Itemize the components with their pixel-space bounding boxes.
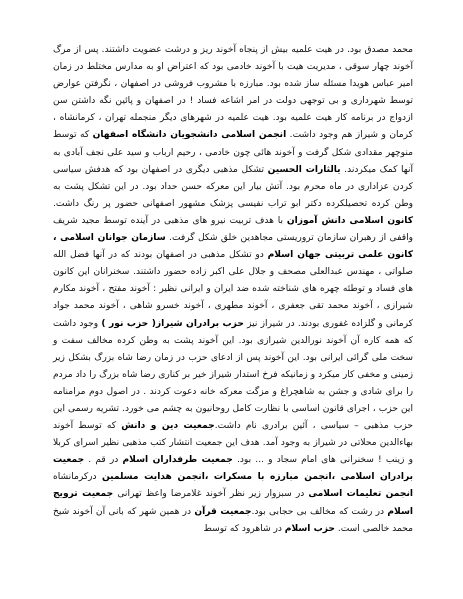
- text-run: وجود داشت که همه کاره آن آخوند نورالدین شیرازی بود. این آخوند پشت به وطن کرده مخالف سفت و سخت ملی گرائی ایرانی بود. این آخوند پس از ادعای حزب در زمان رضا شاه بزرگ بشکل زیر زمینی و مخفی کار میکرد و زمانیکه فرخ استدار شیراز خیر بر کناری رضا شاه بزرگ را داد مردم را برای شادی و جشن به شاهچراغ و مزگت معرکه خانه دعوت کردند . در اصول دوم مرامنامه این حزب ، اجرای قانون اساسی با نظارت کامل روحانیون به چشم می خورد. تشریه رسمی این حزب مذهبی – سیاسی ، آئین برادری نام داشت.: [53, 318, 413, 432]
- text-run: در رشت که مخالف بی حجابی بود.: [251, 506, 388, 517]
- bold-term: جمعیت ترویج اسلام: [53, 489, 414, 517]
- text-run: در همین شهر که بانی آن آخوند شیخ محمد خالصی است.: [53, 506, 413, 534]
- text-run: با هدف تربیت نیرو های مذهبی در آینده توسط مجید شریف واقفی از رهبران سازمان تروریستی مجاهدین خلق شکل گرفت.: [53, 215, 413, 244]
- bold-term: جمعیت برادران اسلامی ،انجمن مبارزه با مسکرات ،انجمن هدایت مسلمین: [53, 455, 414, 483]
- text-run: که توسط منوچهر مقدادی شکل گرفت و آخوند هائی چون خادمی ، رحیم ارباب و سید علی نجف آبادی به آنها کمک میکردند.: [53, 130, 414, 175]
- text-run: در شاهرود که توسط: [203, 523, 285, 534]
- text-run: دو تشکل مذهبی در اصفهان بودند که در آنها فضل الله صلواتی ، مهندس عبدالعلی مصحف و جلال علی اکبر زاده حضور داشتند. سخنرانان این کانون های فساد و توطئه چهره های شناخته شده ضد ایران و ایرانی نظیر : آخوند مفتح ، آخوند مکارم شیرازی ، آخوند محمد تقی جعفری ، آخوند مطهری ، آخوند خسرو شاهی ، آخوند محمد جواد کرمانی و گلزاده غفوری بودند. در شیراز نیز: [53, 250, 413, 329]
- bold-term: جمعیت طرفداران اسلام: [122, 455, 233, 466]
- text-run: درکرمانشاه: [53, 472, 102, 483]
- bold-term: یالثارات الحسین: [267, 164, 341, 175]
- text-run: که توسط آخوند بهاءالدین محلاتی در شیراز به وجود آمد. هدف این جمعیت انتشار کتب مذهبی نظیر اسرای کربلا و زینب ! سخنرانی های امام سجاد و ... بود.: [53, 421, 413, 466]
- bold-term: حزب برادران شیراز( حزب نور ): [101, 318, 244, 329]
- bold-term: سازمان جوانان اسلامی ، کانون علمی تربیتی جهان اسلام: [53, 233, 413, 261]
- bold-term: انجمن اسلامی دانشجویان دانشگاه اصفهان: [92, 130, 287, 141]
- text-run: تشکل مذهبی دیگری در اصفهان بود که هدفش سیاسی کردن عزاداری در ماه محرم بود. آتش بیار این معرکه حسن حداد بود. در این تشکل پشت به وطن کرده تحصیلکرده دکتر ابو تراب نفیسی پزشک مشهور اصفهانی حضور پر رنگ داشت.: [53, 164, 413, 209]
- bold-term: جمعیت قرآن: [194, 506, 252, 517]
- bold-term: حزب اسلام: [284, 523, 335, 534]
- bold-term: انجمن تعلیمات اسلامی: [308, 489, 413, 500]
- text-run: در قم .: [84, 455, 123, 466]
- bold-term: کانون اسلامی دانش آموزان: [286, 215, 413, 226]
- body-paragraph: [53, 42, 413, 538]
- text-run: در سبزوار زیر نظر آخوند غلامرضا واعظ تهرانی: [113, 489, 309, 500]
- text-run: محمد مصدق بود. در هیت علمیه بیش از پنجاه آخوند ریز و درشت عضویت داشتند. پس از مرگ آخوند چهار سوقی ، مدیریت هیت با آخوند خادمی بود که اعتراض او به مدارس مختلط در زمان امیر عباس هویدا مسئله ساز شده بود. مبارزه با مشروب فروشی در اصفهان ، نگرفتن عوارض توسط شهرداری و بی توجهی دولت در امر اشاعه فساد ! در اصفهان و پائین نگه داشتن سن ازدواج در برنامه کار هیت علمیه بود. هیت علمیه در شهرهای دیگر منجمله تهران ، کرمانشاه ، کرمان و شیراز هم وجود داشت.: [53, 45, 414, 141]
- bold-term: جمعیت دین و دانش: [121, 421, 215, 432]
